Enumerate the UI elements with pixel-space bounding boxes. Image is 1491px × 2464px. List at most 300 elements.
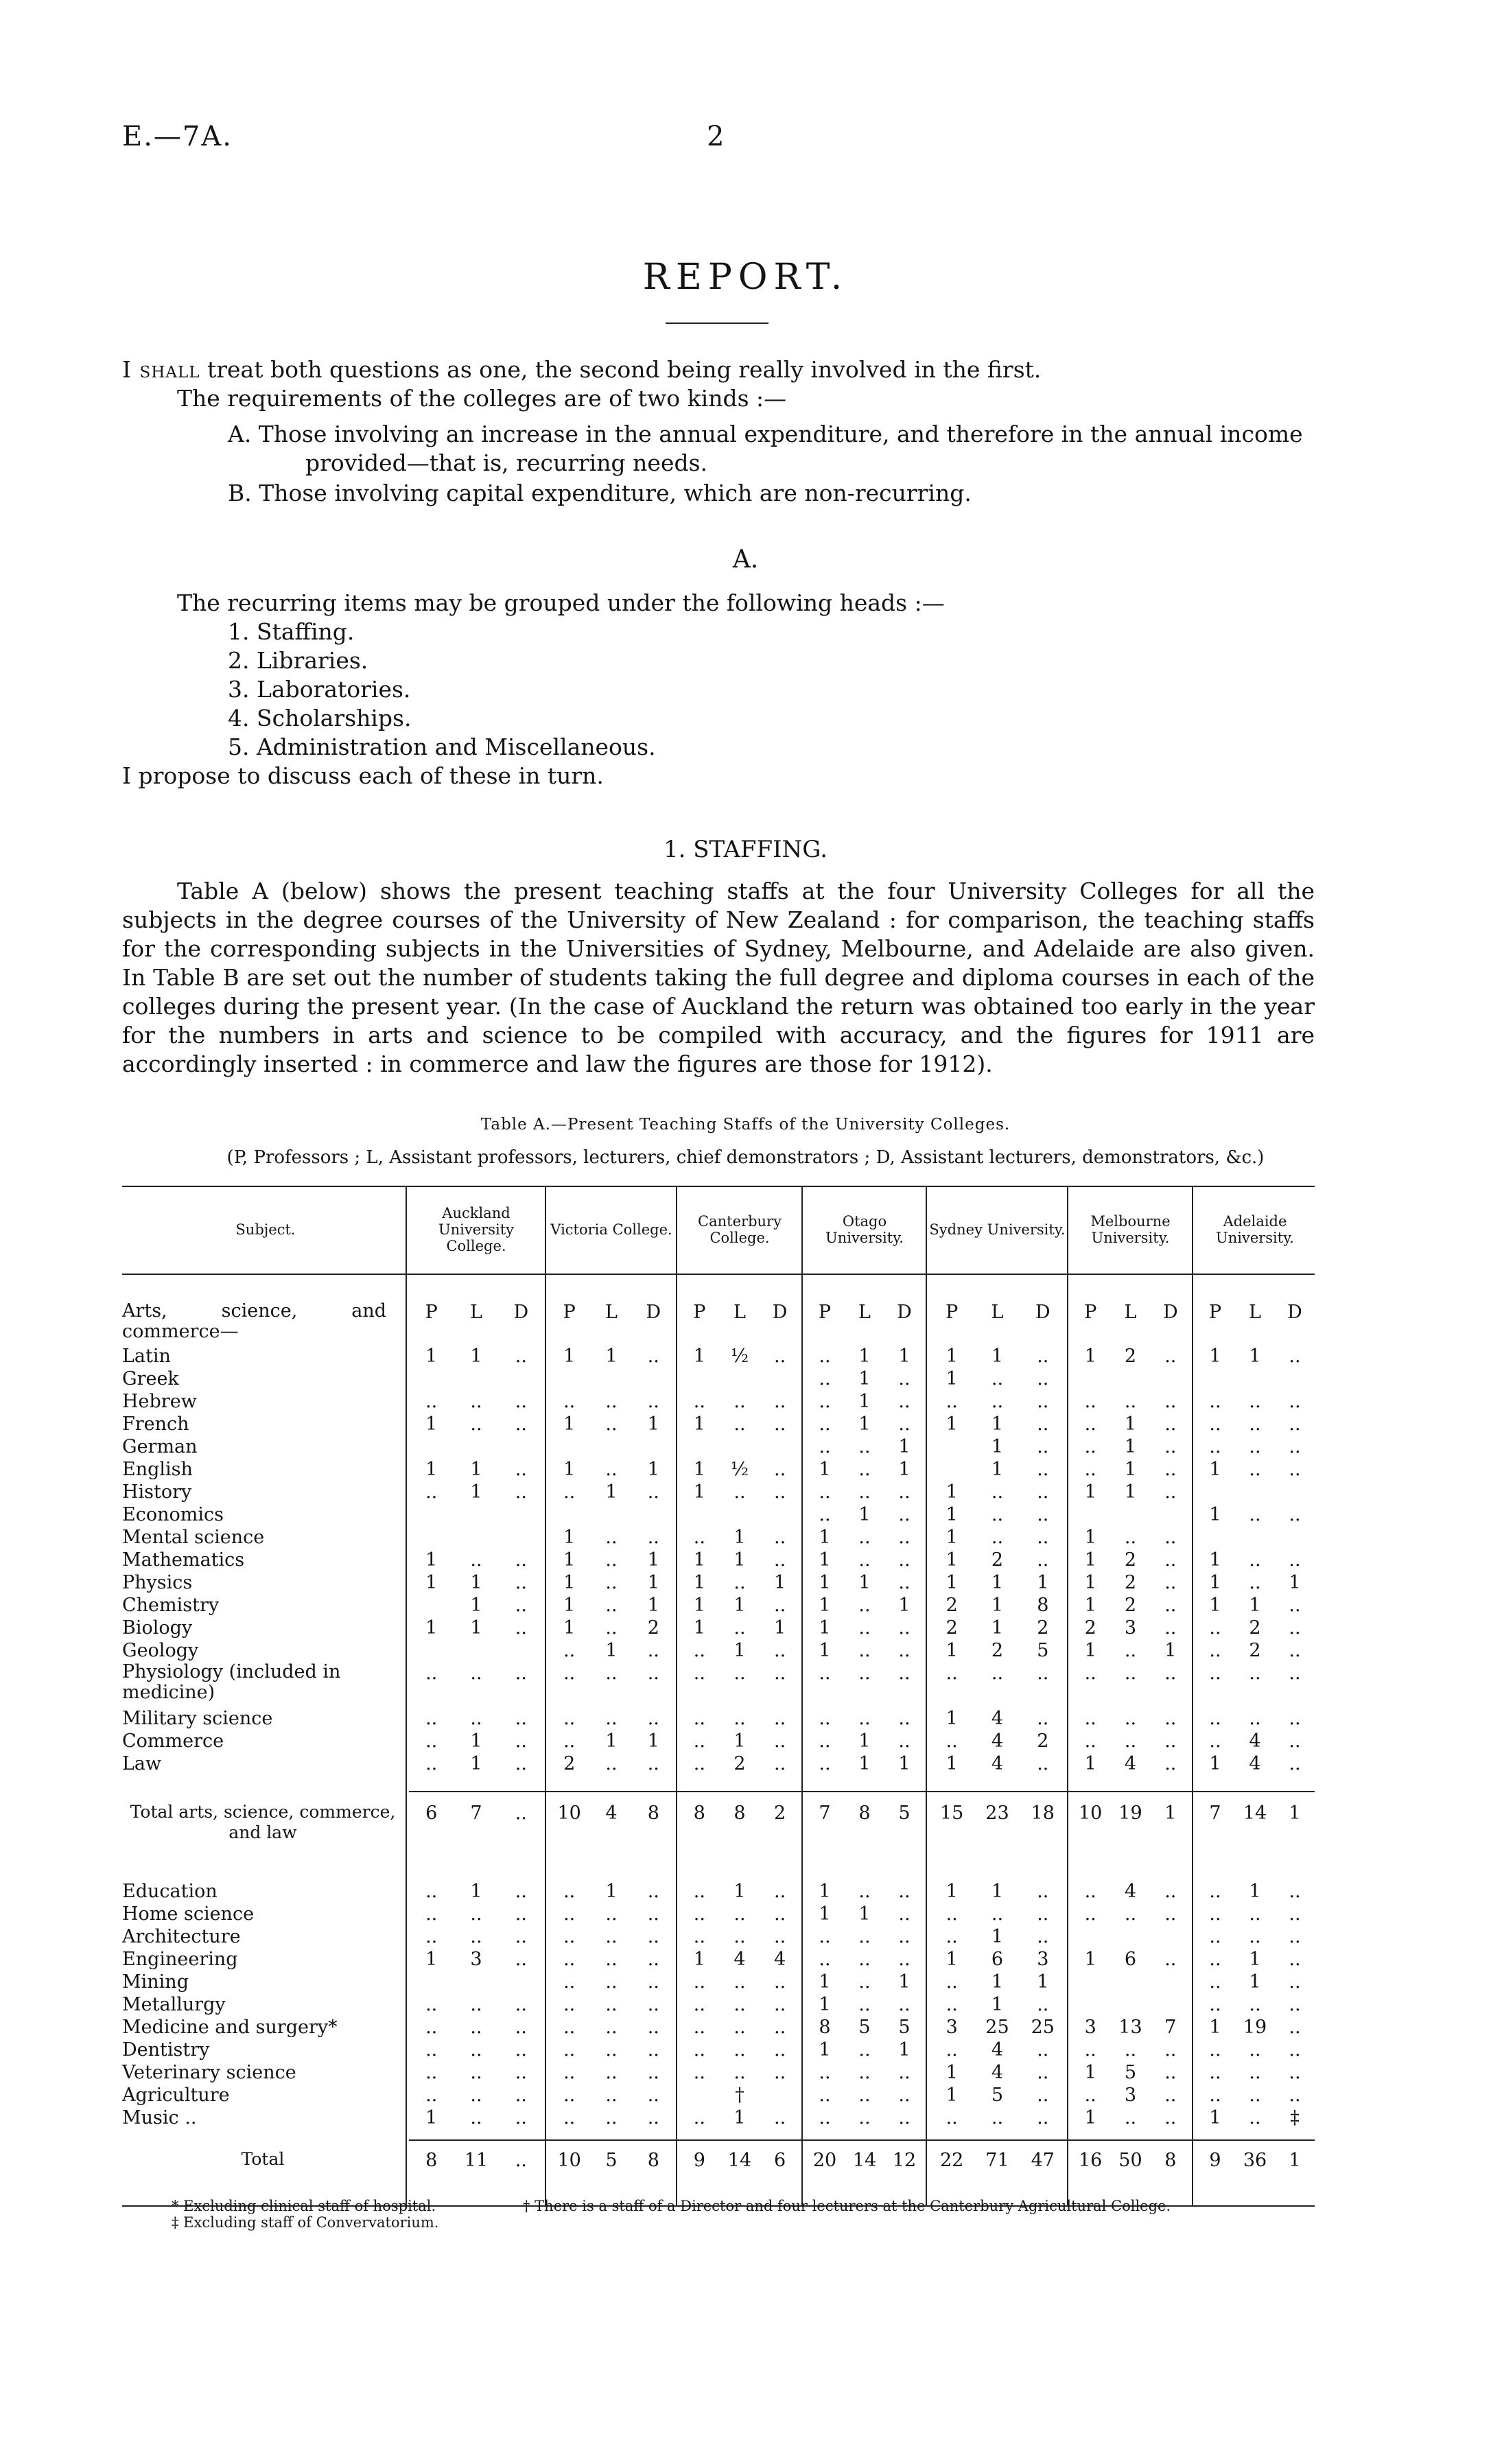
row-cell [409,1802,543,1824]
cell-value: 1 [1289,1803,1301,1824]
cell-value [760,2084,800,2107]
cell-value: .. [605,2017,618,2038]
cell-value [1111,1925,1151,1948]
row-cell [929,1390,1066,1413]
row-cell [409,1458,543,1481]
cell-value: 1 [946,1368,958,1389]
row-cell [679,1903,800,1925]
row-cell [409,1413,543,1435]
cell-value: .. [605,1617,618,1639]
cell-value: 1 [1249,1881,1261,1902]
cell-value [409,1526,454,1549]
cell-value: 8 [733,1803,746,1824]
cell-value: .. [1249,1572,1261,1593]
cell-value: 1 [819,1994,831,2015]
cell-value: .. [1124,1527,1137,1548]
cell-value: 1 [819,1572,831,1593]
cell-value: 4 [991,2062,1004,2083]
row-cell [1195,1971,1315,1993]
cell-value: .. [1084,1436,1096,1457]
cell-value: 1 [563,1572,576,1593]
cell-value: .. [563,1730,576,1752]
cell-value: 1 [1209,1753,1221,1774]
cell-value: .. [1289,2085,1301,2106]
cell-value: 1 [1209,1459,1221,1480]
cell-value: .. [858,2062,871,2083]
row-cell [409,1549,543,1571]
cell-value: .. [1037,1368,1049,1389]
cell-value: .. [733,2017,746,2038]
cell-value [1151,1971,1190,1993]
cell-value: 9 [693,2150,705,2171]
row-cell [548,2084,674,2107]
cell-value: 1 [991,1971,1004,1993]
row-cell [1070,1639,1190,1662]
row-cell [679,1617,800,1639]
cell-value: .. [470,1549,482,1571]
row-cell [548,1730,674,1752]
table-header-rule [122,1274,1315,1275]
cell-value: 1 [563,1595,576,1616]
row-cell [548,1617,674,1639]
row-cell [805,1617,924,1639]
cell-value: 14 [852,2150,877,2171]
cell-value [1151,1925,1190,1948]
cell-value: .. [1249,2085,1261,2106]
cell-value: .. [563,2062,576,2083]
cell-value: .. [1209,1971,1221,1993]
cell-value: .. [1037,1391,1049,1412]
row-cell [409,1971,543,1993]
cell-value: .. [693,1663,705,1684]
total-row [122,2149,1315,2172]
total-row [122,1802,1315,1847]
row-subject: Mathematics [122,1549,245,1571]
cell-value [409,1503,454,1526]
cell-value: .. [563,1640,576,1661]
cell-value: .. [819,1753,831,1774]
row-cell [1070,1707,1190,1730]
row-cell [805,1993,924,2016]
cell-value: .. [1164,1708,1177,1729]
cell-value: 18 [1031,1803,1055,1824]
pld-header [409,1301,543,1324]
row-cell [929,1481,1066,1503]
cell-value [720,1435,760,1458]
cell-value: 1 [733,1881,746,1902]
cell-value: .. [1289,1730,1301,1752]
cell-value: .. [1289,1459,1301,1480]
row-cell [1195,1880,1315,1903]
row-cell [548,1458,674,1481]
pld-letter: D [513,1302,529,1323]
cell-value: .. [515,1903,527,1925]
cell-value: .. [515,1549,527,1571]
row-cell [409,1903,543,1925]
cell-value: .. [515,2017,527,2038]
cell-value: 1 [858,1572,871,1593]
cell-value: 1 [858,1504,871,1525]
cell-value [591,1368,633,1390]
row-cell [548,1971,674,1993]
cell-value: .. [425,1926,438,1947]
row-cell [805,1925,924,1948]
cell-value: .. [1289,1504,1301,1525]
table-row [122,1413,1315,1435]
cell-value: 36 [1243,2150,1267,2171]
row-cell [929,1639,1066,1662]
cell-value: 1 [991,1346,1004,1367]
cell-value: 1 [991,1459,1004,1480]
cell-value: .. [693,1971,705,1993]
cell-value: .. [774,1527,786,1548]
cell-value: .. [898,1994,911,2015]
row-cell [409,1481,543,1503]
row-cell [1195,2107,1315,2129]
cell-value: .. [470,2039,482,2061]
list-item: 2. Libraries. [228,647,368,674]
cell-value: .. [1037,1527,1049,1548]
cell-value: 1 [819,1971,831,1993]
cell-value: .. [605,1753,618,1774]
cell-value: .. [1164,1527,1177,1548]
cell-value: .. [1209,2039,1221,2061]
cell-value: 19 [1118,1803,1142,1824]
row-cell [805,1948,924,1971]
section-a-heading: A. [732,545,759,574]
row-cell [1195,1345,1315,1368]
row-cell [548,2107,674,2129]
pld-letter: D [1287,1302,1302,1323]
cell-value: .. [515,2062,527,2083]
row-cell [679,2039,800,2061]
row-cell [679,1707,800,1730]
cell-value: ‡ [1290,2107,1300,2128]
cell-value: 1 [563,1413,576,1435]
cell-value: .. [647,1527,659,1548]
row-cell [548,1526,674,1549]
cell-value: 2 [946,1595,958,1616]
cell-value: .. [774,1971,786,1993]
cell-value: .. [946,1926,958,1947]
cell-value: .. [515,1459,527,1480]
cell-value: .. [819,2062,831,2083]
cell-value: .. [425,1753,438,1774]
cell-value: .. [647,1640,659,1661]
cell-value: .. [1037,2062,1049,2083]
cell-value: .. [470,2017,482,2038]
cell-value: .. [515,1391,527,1412]
cell-value: .. [898,1504,911,1525]
cell-value [720,1368,760,1390]
row-cell [409,1617,543,1639]
cell-value: 2 [774,1803,786,1824]
cell-value: .. [693,2062,705,2083]
row-subject: Dentistry [122,2039,210,2061]
row-cell [1070,1594,1190,1617]
cell-value: .. [1249,1994,1261,2015]
table-row [122,2107,1315,2129]
row-cell [805,1549,924,1571]
cell-value [679,1435,719,1458]
cell-value: 1 [1124,1413,1137,1435]
row-cell [805,1639,924,1662]
row-cell [805,1903,924,1925]
cell-value: 13 [1118,2017,1142,2038]
row-cell [548,1802,674,1824]
cell-value: 1 [605,1640,618,1661]
cell-value: .. [1164,2107,1177,2128]
cell-value: .. [774,1903,786,1925]
cell-value: 1 [733,1730,746,1752]
cell-value: 1 [647,1730,659,1752]
table-row [122,1925,1315,1948]
table-row [122,1458,1315,1481]
cell-value: .. [425,2039,438,2061]
row-cell [679,1925,800,1948]
row-cell [548,1903,674,1925]
row-cell [1070,1526,1190,1549]
cell-value: .. [991,2107,1004,2128]
cell-value [1235,1481,1274,1503]
row-cell [679,1390,800,1413]
cell-value: .. [774,1881,786,1902]
row-cell [1195,1458,1315,1481]
cell-value: 25 [1031,2017,1055,2038]
cell-value: 1 [858,1346,871,1367]
row-cell [1195,1413,1315,1435]
subtotal-rule [409,1791,1315,1792]
cell-value [760,1503,800,1526]
row-cell [548,2061,674,2084]
cell-value: .. [1124,2039,1137,2061]
row-cell [1195,1435,1315,1458]
cell-value: 1 [1124,1459,1137,1480]
row-cell [1070,1730,1190,1752]
row-cell [679,1594,800,1617]
cell-value: .. [1084,2039,1096,2061]
cell-value [720,1503,760,1526]
cell-value: 1 [858,1753,871,1774]
row-cell [409,1571,543,1594]
cell-value: .. [1124,1391,1137,1412]
cell-value: .. [819,1663,831,1684]
row-subject: German [122,1436,198,1457]
row-cell [409,1435,543,1458]
cell-value: 1 [991,1881,1004,1902]
row-cell [805,2061,924,2084]
cell-value: 1 [1084,1527,1096,1548]
row-cell [679,1435,800,1458]
row-cell [1070,1368,1190,1390]
cell-value: .. [1084,1663,1096,1684]
cell-value: 1 [946,1708,958,1729]
cell-value: 1 [1209,1504,1221,1525]
row-cell [1195,1549,1315,1571]
cell-value: 6 [774,2150,786,2171]
row-cell [548,1925,674,1948]
cell-value: .. [1249,1663,1261,1684]
row-cell [409,1948,543,1971]
cell-value [1195,1368,1234,1390]
cell-value: 4 [605,1803,618,1824]
row-cell [929,1435,1066,1458]
cell-value: 1 [425,1413,438,1435]
row-cell [548,2016,674,2039]
cell-value: .. [1037,1994,1049,2015]
cell-value: .. [515,1881,527,1902]
cell-value: 1 [946,1413,958,1435]
cell-value: .. [563,1881,576,1902]
cell-value: .. [515,1595,527,1616]
cell-value: .. [1289,1346,1301,1367]
cell-value: .. [946,1663,958,1684]
cell-value: .. [1164,1549,1177,1571]
cell-value [679,2084,719,2107]
cell-value: .. [470,1903,482,1925]
row-cell [1195,1390,1315,1413]
cell-value: † [735,2085,744,2106]
cell-value: 1 [693,1346,705,1367]
row-cell [805,2016,924,2039]
cell-value: .. [774,2017,786,2038]
cell-value: 1 [1037,1572,1049,1593]
row-subject: Chemistry [122,1595,220,1616]
row-subject: Agriculture [122,2085,230,2106]
cell-value: .. [858,2039,871,2061]
row-cell [679,1948,800,1971]
cell-value: 1 [1124,1481,1137,1503]
cell-value [1275,1481,1314,1503]
row-cell [409,1993,543,2016]
cell-value: 8 [425,2150,438,2171]
cell-value: 1 [858,1413,871,1435]
cell-value: .. [1124,1903,1137,1925]
pld-header [679,1301,800,1324]
staffing-heading: 1. STAFFING. [663,836,828,863]
cell-value: .. [1037,1881,1049,1902]
cell-value: .. [515,1753,527,1774]
row-cell [409,1594,543,1617]
cell-value: .. [515,1481,527,1503]
cell-value: .. [1164,2062,1177,2083]
cell-value: .. [605,1527,618,1548]
cell-value: .. [819,2085,831,2106]
row-subject: Home science [122,1903,255,1925]
row-cell [1195,1993,1315,2016]
cell-value [548,1503,590,1526]
cell-value [409,1594,454,1617]
column-header: Canterbury College. [698,1213,782,1246]
cell-value [1111,1971,1151,1993]
row-cell [1195,1617,1315,1639]
row-subject: Total [241,2149,285,2169]
cell-value: 1 [733,1527,746,1548]
row-cell [1195,2149,1315,2172]
row-cell [929,1617,1066,1639]
row-cell [679,1993,800,2016]
cell-value: .. [605,1459,618,1480]
row-cell [548,1503,674,1526]
row-subject: Veterinary science [122,2062,296,2083]
cell-value: .. [1209,1617,1221,1639]
cell-value: .. [1084,1708,1096,1729]
row-cell [929,1948,1066,1971]
cell-value: .. [605,1413,618,1435]
cell-value: 1 [1209,1572,1221,1593]
cell-value: .. [1084,1459,1096,1480]
cell-value: .. [470,2085,482,2106]
cell-value: .. [946,1391,958,1412]
footnote-star: * Excluding clinical staff of hospital. [172,2198,436,2214]
column-header: Sydney University. [929,1221,1066,1238]
cell-value: .. [563,1708,576,1729]
row-subject: History [122,1481,192,1503]
table-row [122,2039,1315,2061]
cell-value: .. [946,1730,958,1752]
cell-value: 2 [1249,1640,1261,1661]
cell-value: .. [819,1346,831,1367]
cell-value: .. [1037,2039,1049,2061]
pld-letter: L [470,1302,482,1323]
cell-value: 1 [470,1572,482,1593]
cell-value: .. [1037,1436,1049,1457]
row-cell [805,1458,924,1481]
cell-value: 1 [819,1640,831,1661]
cell-value: .. [991,1663,1004,1684]
row-cell [548,1639,674,1662]
cell-value: 1 [605,1481,618,1503]
row-cell [679,1503,800,1526]
cell-value: 1 [1084,1572,1096,1593]
row-cell [548,1948,674,1971]
cell-value: 16 [1078,2150,1103,2171]
cell-value: 1 [733,1595,746,1616]
cell-value: .. [1289,2062,1301,2083]
cell-value: .. [1037,1459,1049,1480]
intro-line-2: The requirements of the colleges are of two kinds :— [177,385,787,412]
row-cell [929,1925,1066,1948]
row-cell [548,1345,674,1368]
table-row [122,1730,1315,1752]
row-cell [1195,1639,1315,1662]
cell-value: .. [515,2039,527,2061]
cell-value: .. [898,2062,911,2083]
cell-value [1070,1503,1110,1526]
cell-value: 8 [1164,2150,1177,2171]
row-cell [929,1594,1066,1617]
row-cell [929,1662,1066,1685]
cell-value: 2 [1037,1730,1049,1752]
row-cell [929,1413,1066,1435]
cell-value: 1 [946,1881,958,1902]
row-cell [805,2039,924,2061]
cell-value: 1 [946,2085,958,2106]
column-header: Auckland University College. [438,1205,515,1254]
row-cell [1195,1802,1315,1824]
cell-value [591,1435,633,1458]
row-cell [679,1752,800,1775]
cell-value: 1 [819,1459,831,1480]
cell-value: 22 [939,2150,964,2171]
pld-letter: P [1208,1302,1222,1323]
cell-value: .. [1037,2085,1049,2106]
cell-value: .. [1084,1903,1096,1925]
cell-value: 1 [470,1481,482,1503]
row-cell [929,1730,1066,1752]
row-cell [679,2061,800,2084]
cell-value: .. [946,2039,958,2061]
